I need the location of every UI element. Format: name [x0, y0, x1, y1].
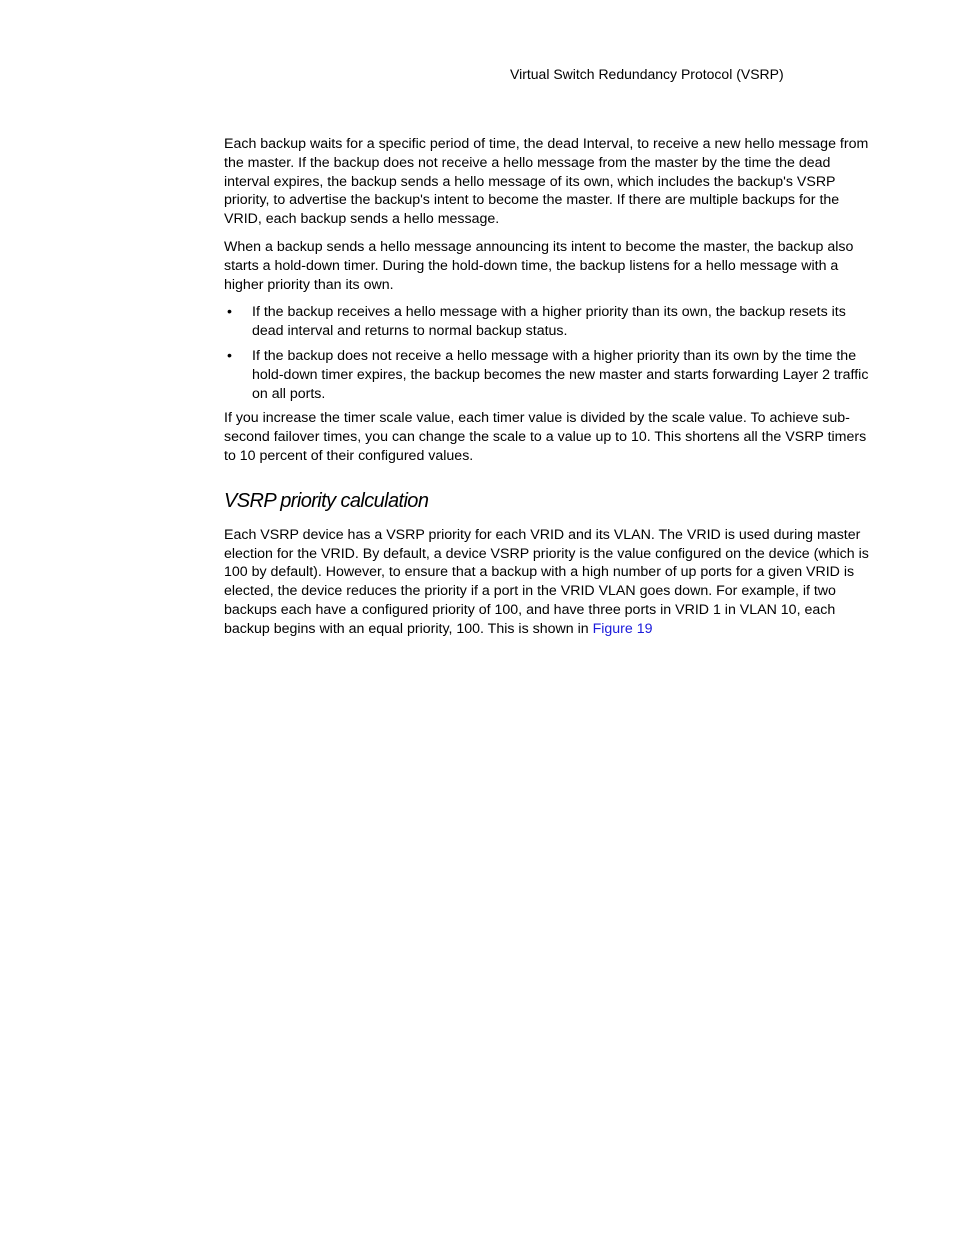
list-item	[224, 303, 870, 341]
running-header: Virtual Switch Redundancy Protocol (VSRP)	[510, 66, 784, 82]
section-heading: VSRP priority calculation	[224, 489, 429, 512]
bullet-icon: •	[227, 304, 232, 321]
paragraph-dead-interval: Each backup waits for a specific period of time, the dead Interval, to receive a new hello message from the master. If the backup does not receive a hello message from the master by the time the dead interval expires, the backup sends a hello message of its own, which includes the backup's VSRP priority, to advertise the backup's intent to become the master. If there are multiple backups for the VRID, each backup sends a hello message.	[224, 136, 869, 228]
paragraph-priority-calculation	[224, 526, 870, 639]
paragraph-timer-scale: If you increase the timer scale value, each timer value is divided by the scale value. To achieve sub-second failover times, you can change the scale to a value up to 10. This shortens all the VSRP timers to 10 percent of their configured values.	[224, 410, 867, 464]
list-item-text: If the backup does not receive a hello message with a higher priority than its own by the time the hold-down timer expires, the backup becomes the new master and starts forwarding Layer 2 traffic on all ports.	[252, 347, 869, 402]
bullet-icon: •	[227, 347, 232, 364]
page-content	[224, 135, 870, 648]
paragraph-priority-text: Each VSRP device has a VSRP priority for each VRID and its VLAN. The VRID is used during master election for the VRID. By default, a device VSRP priority is the value configured on the device (which is 100 by default). However, to ensure that a backup with a high number of up ports for a given VRID is elected, the device reduces the priority if a port in the VRID VLAN goes down. For example, if two backups each have a configured priority of 100, and have three ports in VRID 1 in VLAN 10, each backup begins with an equal priority, 100. This is shown in	[224, 526, 869, 637]
list-item-text: If the backup receives a hello message with a higher priority than its own, the backup resets its dead interval and returns to normal backup status.	[252, 304, 846, 340]
paragraph-hold-down-timer: When a backup sends a hello message announcing its intent to become the master, the backup also starts a hold-down timer. During the hold-down time, the backup listens for a hello message with a higher priority than its own.	[224, 238, 854, 293]
figure-19-link[interactable]: Figure 19	[592, 620, 653, 637]
bullet-list	[224, 303, 870, 403]
list-item	[224, 347, 870, 403]
